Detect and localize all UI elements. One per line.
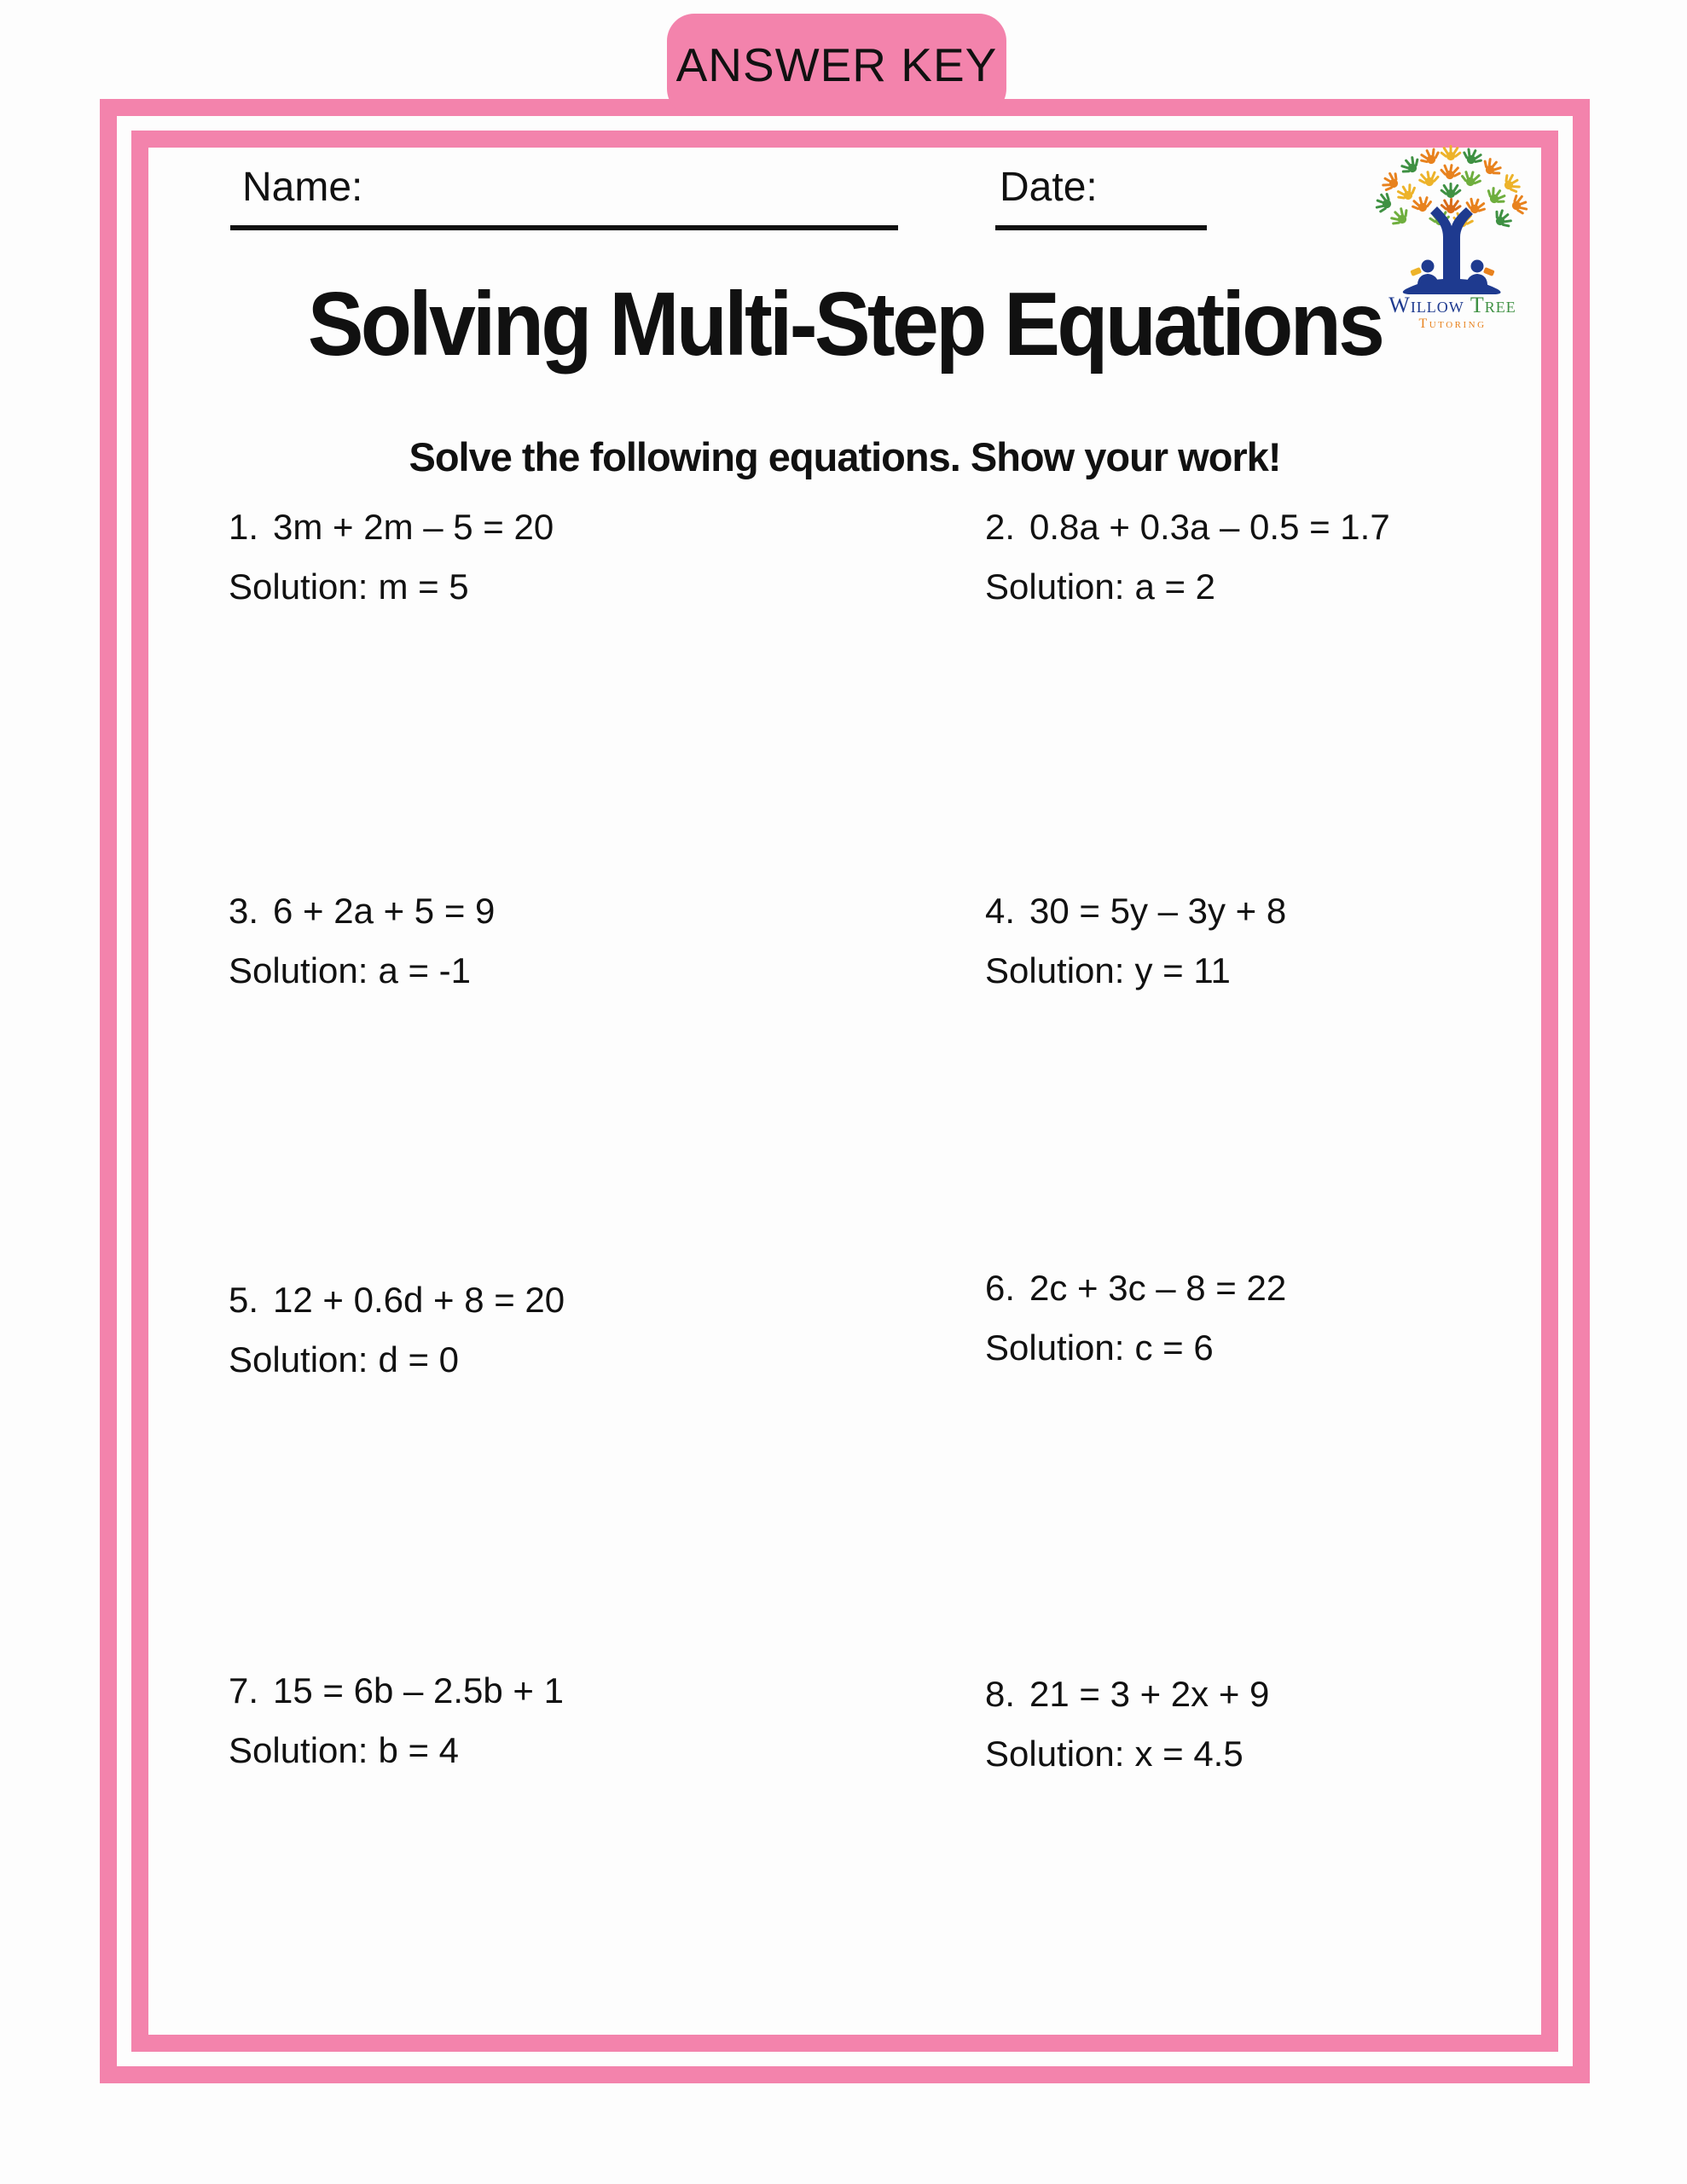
answer-key-badge xyxy=(667,14,1006,116)
solution-label: Solution: xyxy=(985,1327,1125,1368)
solution-value: a = 2 xyxy=(1134,566,1216,607)
solution-value: m = 5 xyxy=(378,566,469,607)
problem-equation: 21 = 3 + 2x + 9 xyxy=(1029,1674,1270,1714)
problem-equation: 0.8a + 0.3a – 0.5 = 1.7 xyxy=(1029,507,1390,547)
date-fill-line xyxy=(995,225,1207,230)
problem-equation: 3m + 2m – 5 = 20 xyxy=(273,507,554,547)
solution-label: Solution: xyxy=(229,1730,368,1770)
problem-equation: 12 + 0.6d + 8 = 20 xyxy=(273,1280,565,1320)
problem-4 xyxy=(985,889,1286,993)
problem-equation: 15 = 6b – 2.5b + 1 xyxy=(273,1670,564,1711)
problem-number: 5. xyxy=(229,1280,259,1320)
page-title: Solving Multi-Step Equations xyxy=(307,274,1383,375)
solution-label: Solution: xyxy=(229,950,368,990)
problem-7 xyxy=(229,1669,564,1773)
solution-value: y = 11 xyxy=(1134,950,1231,990)
problem-6 xyxy=(985,1266,1286,1370)
problem-5 xyxy=(229,1278,565,1382)
logo-word-tree: Tree xyxy=(1470,293,1516,317)
problem-number: 8. xyxy=(985,1674,1016,1714)
instructions-text: Solve the following equations. Show your work! xyxy=(409,434,1281,479)
name-label: Name: xyxy=(242,165,363,210)
logo-word-willow: Willow xyxy=(1388,293,1470,317)
name-fill-line xyxy=(230,225,898,230)
solution-value: d = 0 xyxy=(378,1339,460,1380)
answer-key-label: ANSWER KEY xyxy=(675,38,998,91)
solution-label: Solution: xyxy=(229,1339,368,1380)
solution-value: x = 4.5 xyxy=(1134,1734,1244,1774)
handprint-canopy xyxy=(1374,147,1528,231)
solution-value: c = 6 xyxy=(1134,1327,1214,1368)
problem-8 xyxy=(985,1672,1269,1776)
problem-number: 3. xyxy=(229,891,259,931)
solution-label: Solution: xyxy=(985,950,1125,990)
problem-number: 7. xyxy=(229,1670,259,1711)
problem-number: 4. xyxy=(985,891,1016,931)
problem-number: 2. xyxy=(985,507,1016,547)
problem-number: 1. xyxy=(229,507,259,547)
logo-subtitle-tutoring: Tutoring xyxy=(1418,317,1487,331)
solution-label: Solution: xyxy=(985,566,1125,607)
problem-equation: 6 + 2a + 5 = 9 xyxy=(273,891,496,931)
problem-1 xyxy=(229,505,554,609)
problem-equation: 2c + 3c – 8 = 22 xyxy=(1029,1268,1287,1308)
solution-value: a = -1 xyxy=(378,950,472,990)
problem-number: 6. xyxy=(985,1268,1016,1308)
solution-value: b = 4 xyxy=(378,1730,460,1770)
problem-equation: 30 = 5y – 3y + 8 xyxy=(1029,891,1287,931)
problem-2 xyxy=(985,505,1390,609)
solution-label: Solution: xyxy=(985,1734,1125,1774)
outer-border-frame xyxy=(100,99,1590,2083)
problem-3 xyxy=(229,889,495,993)
solution-label: Solution: xyxy=(229,566,368,607)
date-label: Date: xyxy=(1000,165,1098,210)
